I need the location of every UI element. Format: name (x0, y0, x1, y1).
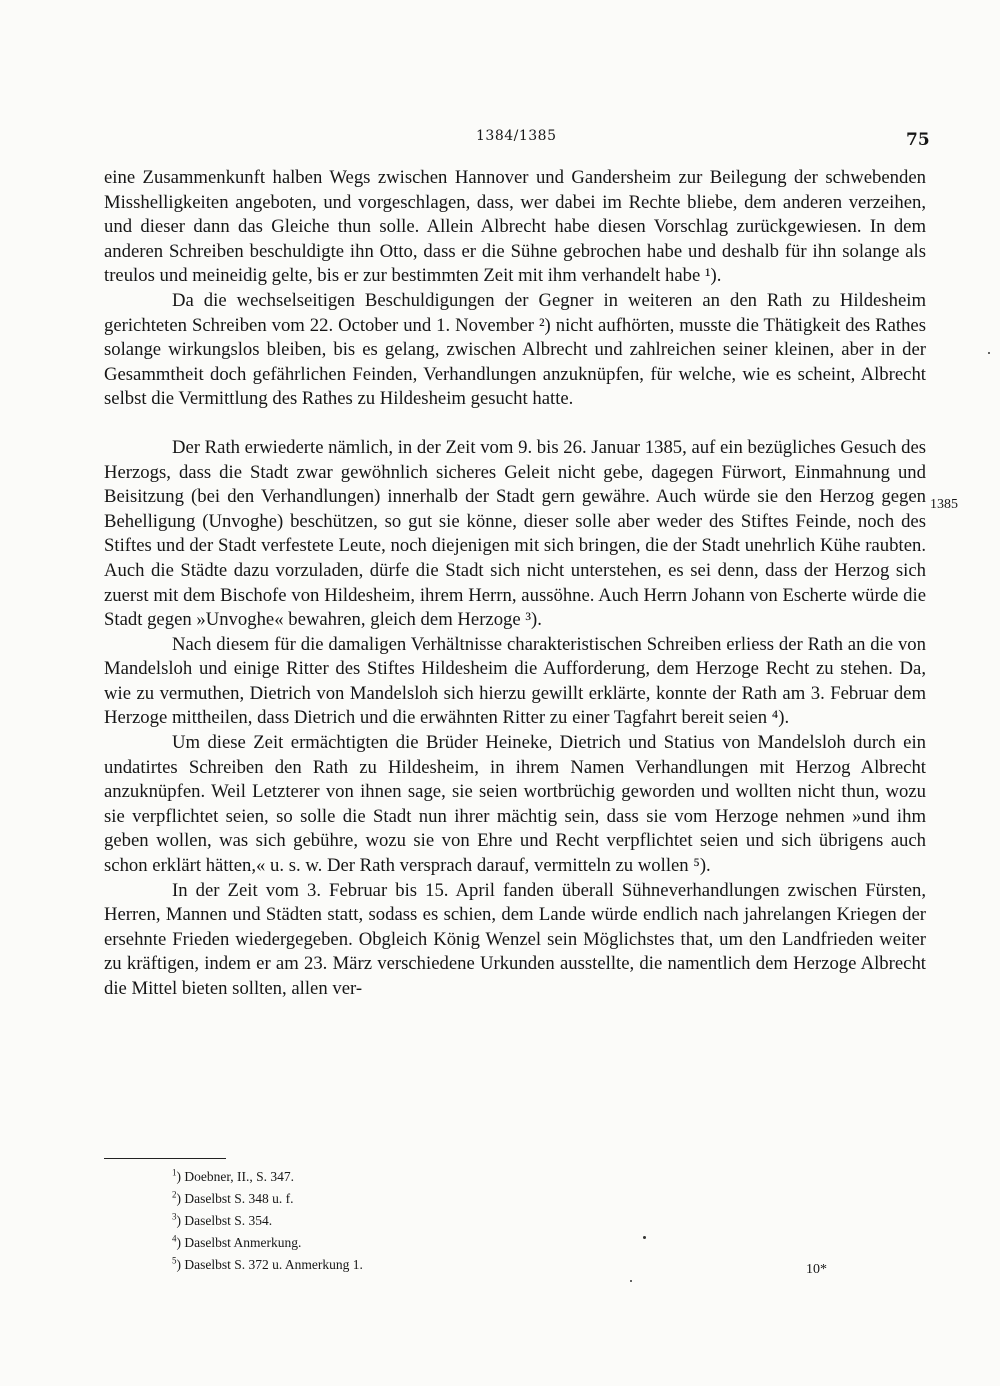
paragraph-1: eine Zusammenkunft halben Wegs zwischen Hannover und Gandersheim zur Beilegung der schwebenden Misshelligkeiten angeboten, und vorgeschlagen, dass, wer dabei im Rechte bliebe, dem anderen verzeihen, und dieser dann das Gleiche thun solle. Allein Albrecht habe diesen Vorschlag zurückgewiesen. In dem anderen Schreiben beschuldigte ihn Otto, dass er die Sühne gebrochen habe und deshalb für ihn solange als treulos und meineidig gelte, bis er zur bestimmten Zeit mit ihm verhandelt habe ¹). (104, 167, 926, 287)
footnote-mark: 2 (172, 1189, 177, 1200)
footnote-mark: 1 (172, 1167, 177, 1178)
page-number: 75 (906, 130, 930, 150)
footnote-5 (172, 1254, 363, 1276)
ink-speck (643, 1236, 646, 1239)
signature-mark: 10* (806, 1262, 827, 1277)
paragraph-4: Nach diesem für die damaligen Verhältnisse charakteristischen Schreiben erliess der Rath an die von Mandelsloh und einige Ritter des Stiftes Hildesheim die Aufforderung, dem Herzoge Recht zu stehen. Da, wie zu vermuthen, Dietrich von Mandelsloh sich hierzu gewillt erklärte, konnte der Rath am 3. Februar dem Herzoge mittheilen, dass Dietrich und die erwähnten Ritter zu einer Tagfahrt bereit seien ⁴). (104, 633, 926, 729)
footnote-3 (172, 1210, 363, 1232)
footnote-4 (172, 1232, 363, 1254)
body-text (104, 166, 926, 1002)
footnote-2 (172, 1188, 363, 1210)
footnote-mark: 4 (172, 1233, 177, 1244)
footnote-1 (172, 1166, 363, 1188)
footnote-text: ) Daselbst Anmerkung. (176, 1235, 302, 1250)
footnote-text: ) Daselbst S. 372 u. Anmerkung 1. (176, 1257, 363, 1272)
footnote-text: ) Doebner, II., S. 347. (176, 1169, 295, 1184)
footnote-mark: 3 (172, 1211, 177, 1222)
paragraph-6: In der Zeit vom 3. Februar bis 15. April fanden überall Sühneverhandlungen zwischen Fürsten, Herren, Mannen und Städten statt, sodass es schien, dem Lande würde endlich nach jahrelangen Kriegen der ersehnte Frieden wiedergegeben. Obgleich König Wenzel sein Möglichstes that, um den Landfrieden weiter zu kräftigen, indem er am 23. März verschiedene Urkunden ausstellte, die namentlich dem Herzoge Albrecht die Mittel bieten sollten, allen ver- (104, 879, 926, 999)
ink-speck (988, 352, 990, 354)
footnote-rule (104, 1158, 226, 1159)
footnote-mark: 5 (172, 1255, 177, 1266)
paragraph-2: Da die wechselseitigen Beschuldigungen der Gegner in weiteren an den Rath zu Hildesheim gerichteten Schreiben vom 22. October und 1. November ²) nicht aufhörten, musste die Thätigkeit des Rathes solange wirkungslos bleiben, bis es gelang, zwischen Albrecht und zahlreichen seiner kleinen, aber in der Gesammtheit doch gefährlichen Feinden, Verhandlungen anzuknüpfen, für welche, wie es scheint, Albrecht selbst die Vermittlung des Rathes zu Hildesheim gesucht hatte. (104, 289, 926, 410)
paragraph-3: Der Rath erwiederte nämlich, in der Zeit vom 9. bis 26. Januar 1385, auf ein bezügliches Gesuch des Herzogs, dass die Stadt zwar gewöhnlich sicheres Geleit nicht gebe, dagegen Fürwort, Einmahnung und Beisitzung (bei den Verhandlungen) innerhalb der Stadt gern gewähre. Auch würde sie den Herzog gegen Behelligung (Unvoghe) beschützen, so gut sie könne, dieser solle aber weder des Stiftes Feinde, noch des Stiftes und der Stadt verfestete Leute, noch diejenigen mit sich bringen, die der Stadt unehrlich Kühe raubten. Auch die Städte dazu vorzuladen, dürfe die Stadt sich nicht unterstehen, es sei denn, dass der Herzog sich zuerst mit dem Bischofe von Hildesheim, ihrem Herrn, aussöhne. Auch Herrn Johann von Escherte würde die Stadt gegen »Unvoghe« bewahren, gleich dem Herzoge ³). (104, 436, 927, 631)
ink-speck (630, 1280, 632, 1282)
footnotes (172, 1166, 363, 1276)
running-head: 1384/1385 (476, 128, 557, 144)
footnote-text: ) Daselbst S. 354. (176, 1213, 273, 1228)
footnote-text: ) Daselbst S. 348 u. f. (176, 1191, 294, 1206)
margin-year-note: 1385 (930, 497, 958, 512)
paragraph-5: Um diese Zeit ermächtigten die Brüder Heineke, Dietrich und Statius von Mandelsloh durch ein undatirtes Schreiben den Rath zu Hildesheim, in ihrem Namen Verhandlungen mit Herzog Albrecht anzuknüpfen. Weil Letzterer von ihnen sage, sie seien wortbrüchig geworden und wollten nicht thun, wozu sie verpflichtet seien, so solle die Stadt nun ihrer mächtig sein, dass sie vom Herzoge nehmen »und ihm geben wollen, was sich gebühre, wozu sie von Ehre und Recht verpflichtet seien und sich übrigens auch schon erklärt hätten,« u. s. w. Der Rath versprach darauf, vermitteln zu wollen ⁵). (104, 732, 926, 877)
